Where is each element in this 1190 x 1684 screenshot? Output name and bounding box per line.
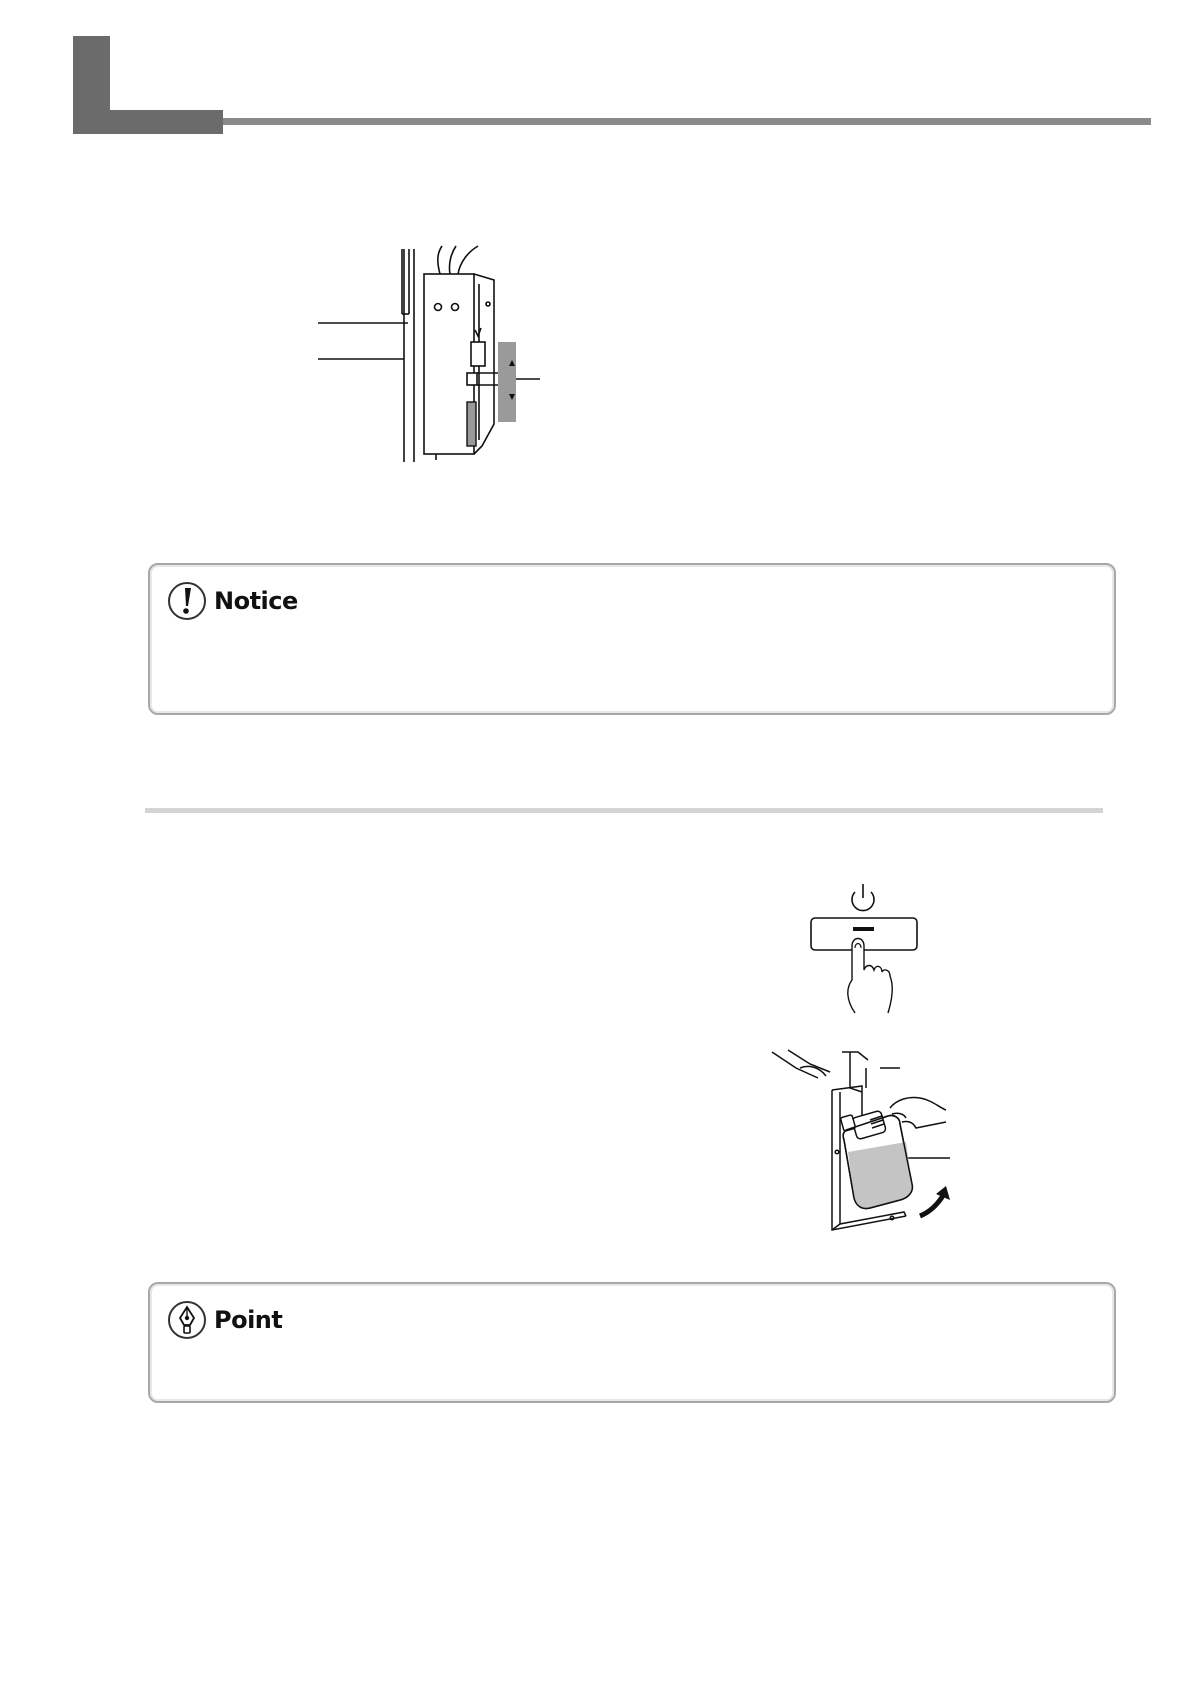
- notice-box: [148, 563, 1116, 715]
- section-divider: [145, 808, 1103, 813]
- power-icon: [852, 884, 874, 911]
- exclamation-icon: [168, 582, 206, 620]
- notice-header: [168, 579, 298, 623]
- pen-nib-icon: [168, 1301, 206, 1339]
- drain-bottle-figure: [770, 1048, 970, 1232]
- point-box: [148, 1282, 1116, 1403]
- point-header: [168, 1298, 282, 1342]
- chapter-tab-foot: [73, 110, 223, 134]
- power-button-figure: [808, 878, 920, 1018]
- point-title: Point: [214, 1306, 283, 1334]
- notice-title: Notice: [214, 587, 298, 615]
- ink-tank-level-figure: [318, 244, 588, 466]
- header-rule: [223, 118, 1151, 125]
